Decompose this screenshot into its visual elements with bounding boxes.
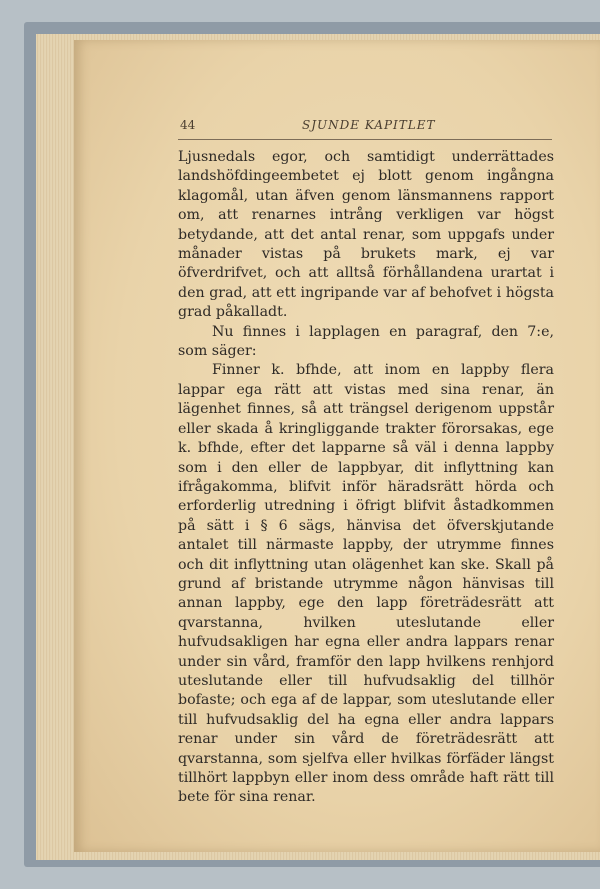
paragraph-2: Nu finnes i lapplagen en paragraf, den 7:e, som säger: [178,323,554,360]
body-text [178,148,554,808]
running-head: SJUNDE KAPITLET [302,118,436,132]
paragraph-1: Ljusnedals egor, och samtidigt underrättades landshöfdingeembetet ej blott genom ingångna klagomål, utan äfven genom länsmannens rapport om, att renarnes intrång verkligen var högst betydande, att det antal renar, som uppgafs under månader vistas på brukets mark, ej var öfverdrifvet, och att alltså förhållandena urartat i den grad, att ett ingripande var af behofvet i högsta grad påkalladt. [178,149,554,321]
paragraph-3: Finner k. bfhde, att inom en lappby flera lappar ega rätt att vistas med sina renar, än lägenhet finnes, så att trängsel derigenom uppstår eller skada å kringliggande trakter förorsakas, ege k. bfhde, efter det lapparne så väl i denna lappby som i den eller de lappbyar, dit inflyttning kan ifrågakomma, blifvit inför häradsrätt hörda och erforderlig utredning i öfrigt blifvit åstadkommen på sätt i § 6 sägs, hänvisa det öfverskjutande antalet till närmaste lappby, der utrymme finnes och dit inflyttning utan olägenhet kan ske. Skall på grund af bristande utrymme någon hänvisas till annan lappby, ege den lapp företrädesrätt att qvarstanna, hvilken uteslutande eller hufvudsakligen har egna eller andra lappars renar under sin vård, framför den lapp hvilkens renhjord uteslutande eller till hufvudsaklig del tillhör bofaste; och ega af de lappar, som uteslutande eller till hufvudsaklig del ha egna eller andra lappars renar under sin vård de företrädesrätt att qvarstanna, som sjelfva eller hvilkas förfäder längst tillhört lappbyn eller inom dess område haft rätt till bete för sina renar. [178,362,554,806]
page-header [180,118,552,138]
page-number: 44 [180,118,196,132]
header-rule [178,139,552,140]
